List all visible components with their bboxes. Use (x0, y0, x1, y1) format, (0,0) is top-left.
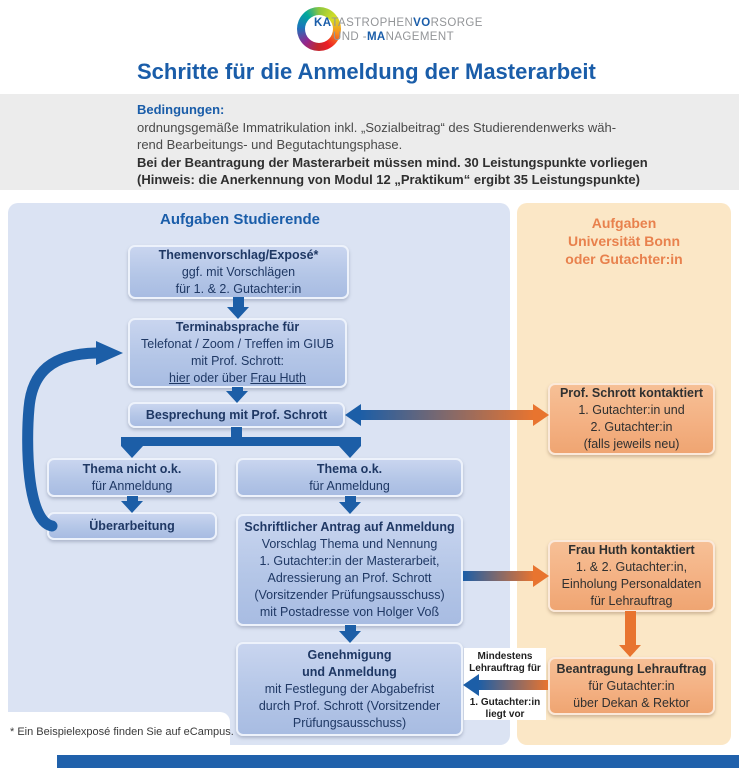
thema-nicht-ok-line1: für Anmeldung (91, 478, 173, 493)
arrow-lehrauftrag-genehmigung-head (463, 674, 479, 696)
conditions-strip (0, 94, 739, 190)
box-lehrauftrag (548, 657, 715, 715)
footer-bar (57, 755, 739, 768)
genehmigung-line1: mit Festlegung der Abgabefrist (264, 681, 435, 696)
themenvorschlag-line1: ggf. mit Vorschlägen (181, 264, 296, 279)
logo-wordmark (314, 16, 483, 44)
arrow-lehrauftrag-genehmigung-shaft (478, 680, 548, 690)
note-top2: Lehrauftrag für (469, 663, 541, 674)
arrow-besprechung-schrott-right-head (533, 404, 549, 426)
conditions-line1: ordnungsgemäße Immatrikulation inkl. „Sozialbeitrag“ des Studierendenwerks wäh- (137, 119, 617, 135)
box-thema-ok (236, 458, 463, 497)
lehrauftrag-line2: über Dekan & Rektor (573, 695, 690, 710)
themenvorschlag-line2: für 1. & 2. Gutachter:in (175, 281, 302, 296)
lehrauftrag-line1: für Gutachter:in (588, 678, 675, 693)
huth-kontaktiert-line2: Einholung Personaldaten (561, 577, 702, 591)
box-genehmigung (236, 642, 463, 736)
box-themenvorschlag (128, 245, 349, 299)
university-header-line1: Aufgaben (591, 215, 657, 231)
lehrauftrag-title: Beantragung Lehrauftrag (556, 661, 707, 676)
terminabsprache-title: Terminabsprache für (175, 320, 300, 334)
footnote: * Ein Beispielexposé finden Sie auf eCampus. (10, 726, 234, 738)
terminabsprache-line1: Telefonat / Zoom / Treffen im GIUB (141, 337, 334, 351)
schrott-kontaktiert-title: Prof. Schrott kontaktiert (559, 386, 704, 400)
box-huth-kontaktiert (548, 540, 715, 612)
huth-kontaktiert-line3: für Lehrauftrag (590, 594, 673, 608)
genehmigung-title1: Genehmigung (307, 647, 392, 662)
antrag-line5: mit Postadresse von Holger Voß (259, 605, 440, 619)
logo-line1: KATASTROPHENVORSORGE (314, 17, 483, 29)
arrow-huth-lehrauftrag-head (619, 645, 641, 657)
arrow-antrag-genehmigung-head (339, 631, 361, 643)
box-ueberarbeitung (47, 512, 217, 540)
box-besprechung (128, 402, 345, 428)
terminabsprache-links-line (130, 370, 345, 387)
antrag-line1: Vorschlag Thema und Nennung (261, 537, 438, 551)
terminabsprache-mid-text: oder über (189, 371, 251, 385)
conditions-line2: rend Bearbeitungs- und Begutachtungsphase. (137, 137, 403, 152)
besprechung-title: Besprechung mit Prof. Schrott (145, 407, 328, 422)
hier-link[interactable]: hier (169, 371, 190, 385)
university-header-line2: Universität Bonn (567, 233, 680, 249)
note-bottom1: 1. Gutachter:in (469, 697, 541, 708)
conditions-bold2: (Hinweis: die Anerkennung von Modul 12 „Praktikum“ ergibt 35 Leistungspunkte) (137, 172, 640, 187)
box-terminabsprache (128, 318, 347, 388)
conditions-heading: Bedingungen: (137, 102, 225, 117)
university-header (517, 214, 731, 268)
arrow-split-right-head (339, 446, 361, 458)
schrott-kontaktiert-line2: 2. Gutachter:in (590, 420, 673, 434)
note-top1: Mindestens (477, 651, 533, 662)
huth-kontaktiert-line1: 1. & 2. Gutachter:in, (575, 560, 688, 574)
antrag-line3: Adressierung an Prof. Schrott (267, 571, 432, 585)
arrow-antrag-huth-shaft (463, 571, 534, 581)
huth-kontaktiert-title: Frau Huth kontaktiert (568, 543, 695, 557)
thema-ok-line1: für Anmeldung (309, 478, 390, 493)
arrow-huth-lehrauftrag-shaft (625, 611, 636, 646)
page-title: Schritte für die Anmeldung der Masterarbeit (137, 59, 596, 84)
genehmigung-line3: Prüfungsausschuss) (292, 715, 407, 730)
arrow-nichtok-ueberarbeitung-head (121, 501, 143, 513)
ueberarbeitung-title: Überarbeitung (89, 518, 175, 533)
arrow-themenvorschlag-terminabsprache-head (227, 307, 249, 319)
thema-ok-title: Thema o.k. (316, 461, 383, 476)
students-header: Aufgaben Studierende (159, 211, 320, 228)
arrow-terminabsprache-besprechung-head (226, 391, 248, 403)
box-schrott-kontaktiert (548, 383, 715, 455)
conditions-bold1: Bei der Beantragung der Masterarbeit müssen mind. 30 Leistungspunkte vorliegen (137, 154, 648, 170)
antrag-line4: (Vorsitzender Prüfungsausschuss) (254, 588, 445, 602)
box-thema-nicht-ok (47, 458, 217, 497)
arrow-besprechung-schrott-shaft (360, 410, 534, 420)
split-bar (121, 437, 361, 446)
note-bottom2: liegt vor (485, 709, 525, 720)
arrow-split-left-head (121, 446, 143, 458)
antrag-line2: 1. Gutachter:in der Masterarbeit, (259, 554, 440, 568)
arrow-themaok-antrag-head (339, 502, 361, 514)
themenvorschlag-title: Themenvorschlag/Exposé* (158, 247, 319, 262)
antrag-title: Schriftlicher Antrag auf Anmeldung (244, 520, 455, 534)
frau-huth-link[interactable]: Frau Huth (250, 371, 306, 385)
thema-nicht-ok-title: Thema nicht o.k. (82, 461, 182, 476)
terminabsprache-line2: mit Prof. Schrott: (190, 354, 285, 368)
arrow-besprechung-schrott-left-head (345, 404, 361, 426)
genehmigung-line2: durch Prof. Schrott (Vorsitzender (258, 698, 441, 713)
logo-line2: UND -MANAGEMENT (333, 31, 455, 43)
schrott-kontaktiert-line3: (falls jeweils neu) (583, 437, 680, 451)
genehmigung-title2: und Anmeldung (302, 664, 397, 679)
arrow-antrag-huth-head (533, 565, 549, 587)
university-header-line3: oder Gutachter:in (565, 251, 683, 267)
schrott-kontaktiert-line1: 1. Gutachter:in und (578, 403, 685, 417)
box-antrag (236, 514, 463, 626)
